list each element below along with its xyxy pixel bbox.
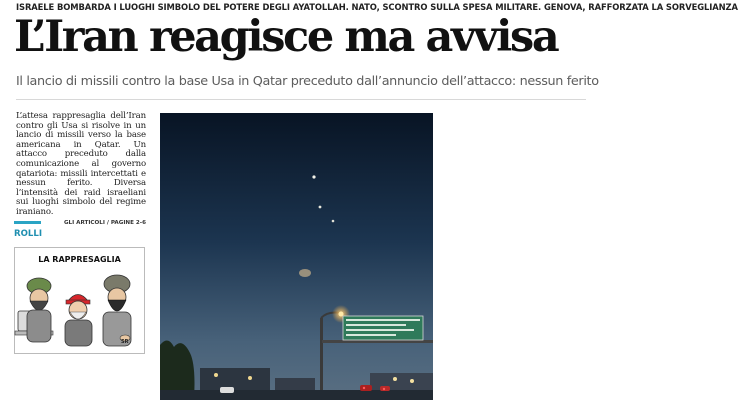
news-photo xyxy=(160,113,433,400)
article-summary xyxy=(16,112,146,228)
night-sky-photo xyxy=(160,113,433,400)
headline: L’Iran reagisce ma avvisa xyxy=(14,12,558,62)
cartoon-section-label: ROLLI xyxy=(14,229,43,239)
cartoon-panel xyxy=(14,247,145,354)
divider xyxy=(16,99,586,100)
section-accent-bar xyxy=(14,221,41,224)
missile-light xyxy=(312,175,315,178)
explosion-glow xyxy=(299,269,311,277)
article-page-reference[interactable]: GLI ARTICOLI / PAGINE 2-6 xyxy=(63,219,146,226)
missile-light xyxy=(332,220,335,223)
kicker-line: ISRAELE BOMBARDA I LUOGHI SIMBOLO DEL POTERE DEGLI AYATOLLAH. NATO, SCONTRO SULLA SPESA MILITARE. GENOVA, RAFFORZATA LA SORVEGLIANZA xyxy=(16,2,738,12)
article-body: L’attesa rappresaglia dell’Iran contro gli Usa si risolve in un lancio di missili verso la base americana in Qatar. Un attacco preceduto dalla comunicazione al governo qatariota: missili intercettati e nessun ferito. Diversa l’intensità dei raid israeliani sui luoghi simbolo del regime iraniano. xyxy=(16,111,146,217)
subheadline: Il lancio di missili contro la base Usa in Qatar preceduto dall’annuncio dell’attacco: nessun ferito xyxy=(16,74,599,89)
cartoon-signature: SR xyxy=(121,339,129,345)
missile-light xyxy=(319,206,322,209)
cartoon-title: LA RAPPRESAGLIA xyxy=(38,255,121,264)
